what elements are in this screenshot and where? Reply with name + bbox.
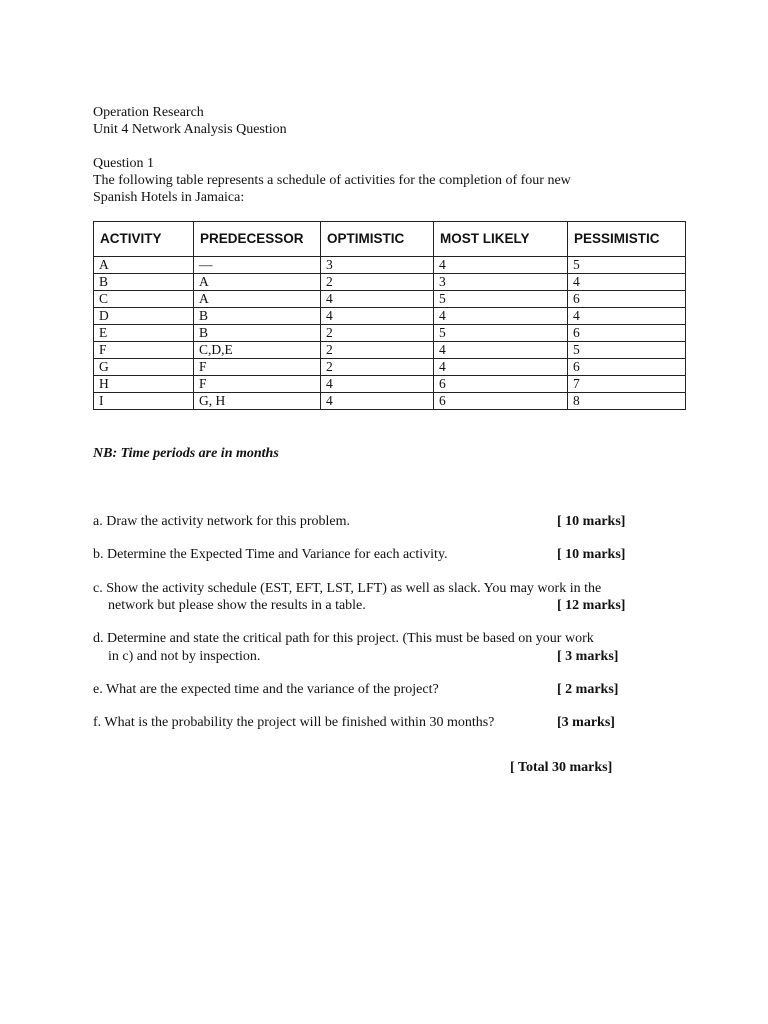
cell-optimistic: 4 (321, 308, 434, 325)
cell-pessimistic: 4 (568, 308, 686, 325)
table-row (94, 359, 686, 376)
cell-predecessor: G, H (194, 393, 321, 410)
part-f-marks: [3 marks] (557, 715, 615, 730)
cell-most-likely: 6 (434, 376, 568, 393)
cell-most-likely: 4 (434, 359, 568, 376)
part-e-text: e. What are the expected time and the variance of the project? (93, 682, 439, 697)
part-b-text: b. Determine the Expected Time and Variance for each activity. (93, 547, 448, 562)
part-e-marks: [ 2 marks] (557, 682, 619, 697)
cell-predecessor: F (194, 359, 321, 376)
cell-optimistic: 2 (321, 342, 434, 359)
cell-optimistic: 2 (321, 274, 434, 291)
cell-activity: I (94, 393, 194, 410)
cell-pessimistic: 4 (568, 274, 686, 291)
course-title: Operation Research (93, 105, 204, 120)
cell-predecessor: F (194, 376, 321, 393)
cell-most-likely: 5 (434, 291, 568, 308)
table-row (94, 308, 686, 325)
cell-predecessor: A (194, 291, 321, 308)
part-c-text-line-1: c. Show the activity schedule (EST, EFT, LST, LFT) as well as slack. You may work in the (93, 581, 602, 596)
time-period-note: NB: Time periods are in months (93, 446, 279, 461)
question-intro-line-1: The following table represents a schedule of activities for the completion of four new (93, 173, 571, 188)
cell-predecessor: B (194, 308, 321, 325)
table-row (94, 393, 686, 410)
cell-predecessor: C,D,E (194, 342, 321, 359)
table-row (94, 257, 686, 274)
cell-activity: B (94, 274, 194, 291)
part-b-marks: [ 10 marks] (557, 547, 626, 562)
cell-most-likely: 4 (434, 257, 568, 274)
part-d-text-line-2: in c) and not by inspection. (108, 649, 261, 664)
cell-predecessor: A (194, 274, 321, 291)
unit-title: Unit 4 Network Analysis Question (93, 122, 287, 137)
part-f-text: f. What is the probability the project will be finished within 30 months? (93, 715, 495, 730)
header-most-likely: MOST LIKELY (434, 222, 568, 257)
cell-predecessor: B (194, 325, 321, 342)
cell-predecessor: — (194, 257, 321, 274)
table-row (94, 291, 686, 308)
table-row (94, 376, 686, 393)
part-a-text: a. Draw the activity network for this problem. (93, 514, 350, 529)
question-intro-line-2: Spanish Hotels in Jamaica: (93, 190, 245, 205)
cell-optimistic: 2 (321, 325, 434, 342)
cell-optimistic: 3 (321, 257, 434, 274)
cell-most-likely: 3 (434, 274, 568, 291)
part-c-marks: [ 12 marks] (557, 598, 626, 613)
table-header-row (94, 222, 686, 257)
header-pessimistic: PESSIMISTIC (568, 222, 686, 257)
table-row (94, 325, 686, 342)
cell-most-likely: 4 (434, 308, 568, 325)
cell-most-likely: 6 (434, 393, 568, 410)
cell-pessimistic: 6 (568, 291, 686, 308)
cell-pessimistic: 5 (568, 342, 686, 359)
part-d-text-line-1: d. Determine and state the critical path for this project. (This must be based on your work (93, 631, 594, 646)
cell-optimistic: 4 (321, 376, 434, 393)
cell-most-likely: 5 (434, 325, 568, 342)
cell-activity: F (94, 342, 194, 359)
cell-activity: D (94, 308, 194, 325)
cell-activity: E (94, 325, 194, 342)
cell-optimistic: 4 (321, 291, 434, 308)
cell-optimistic: 4 (321, 393, 434, 410)
cell-activity: C (94, 291, 194, 308)
cell-activity: G (94, 359, 194, 376)
cell-most-likely: 4 (434, 342, 568, 359)
cell-pessimistic: 8 (568, 393, 686, 410)
cell-activity: A (94, 257, 194, 274)
total-marks: [ Total 30 marks] (510, 760, 613, 775)
cell-pessimistic: 6 (568, 325, 686, 342)
cell-pessimistic: 5 (568, 257, 686, 274)
header-activity: ACTIVITY (94, 222, 194, 257)
cell-pessimistic: 7 (568, 376, 686, 393)
table-row (94, 342, 686, 359)
table-body (94, 257, 686, 410)
part-c-text-line-2: network but please show the results in a table. (108, 598, 366, 613)
part-a-marks: [ 10 marks] (557, 514, 626, 529)
cell-pessimistic: 6 (568, 359, 686, 376)
cell-optimistic: 2 (321, 359, 434, 376)
activity-table (93, 221, 686, 410)
cell-activity: H (94, 376, 194, 393)
header-optimistic: OPTIMISTIC (321, 222, 434, 257)
header-predecessor: PREDECESSOR (194, 222, 321, 257)
question-title: Question 1 (93, 156, 155, 171)
part-d-marks: [ 3 marks] (557, 649, 619, 664)
table-row (94, 274, 686, 291)
